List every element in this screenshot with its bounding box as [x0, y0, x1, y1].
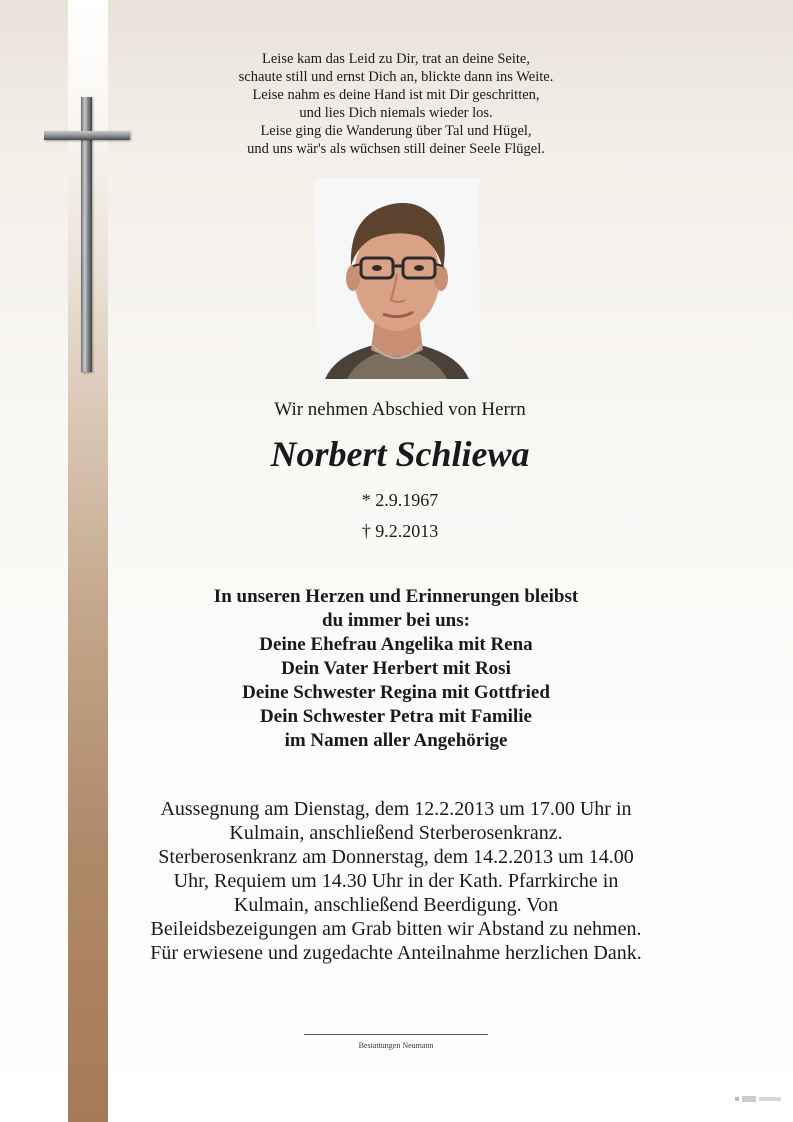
- signature-line: [304, 1034, 488, 1035]
- deceased-name: Norbert Schliewa: [270, 434, 530, 474]
- portrait-illustration: [315, 178, 479, 379]
- poem-line: Leise ging die Wanderung über Tal und Hügel,: [260, 123, 532, 139]
- watermark-logo: [735, 1095, 785, 1103]
- mourners-line: du immer bei uns:: [322, 610, 470, 631]
- poem-line: Leise kam das Leid zu Dir, trat an deine Seite,: [262, 51, 530, 67]
- undertaker-name: Bestattungen Neumann: [358, 1041, 434, 1050]
- poem-line: Leise nahm es deine Hand ist mit Dir geschritten,: [252, 87, 540, 103]
- poem-line: und uns wär's als wüchsen still deiner Seele Flügel.: [247, 141, 545, 157]
- poem-line: schaute still und ernst Dich an, blickte dann ins Weite.: [238, 69, 554, 85]
- mourners-line: Deine Ehefrau Angelika mit Rena: [259, 634, 533, 655]
- service-line: Aussegnung am Dienstag, dem 12.2.2013 um 17.00 Uhr in: [160, 798, 632, 820]
- service-line: Für erwiesene und zugedachte Anteilnahme herzlichen Dank.: [150, 942, 642, 964]
- farewell-intro: Wir nehmen Abschied von Herrn: [274, 399, 526, 420]
- birth-date: * 2.9.1967: [361, 490, 439, 510]
- mourners-list: [120, 585, 672, 753]
- service-line: Beileidsbezeigungen am Grab bitten wir Abstand zu nehmen.: [150, 918, 642, 940]
- mourners-line: Dein Vater Herbert mit Rosi: [281, 658, 511, 679]
- service-details: [112, 797, 680, 965]
- mourners-line: Dein Schwester Petra mit Familie: [260, 706, 532, 727]
- poem-line: und lies Dich niemals wieder los.: [299, 105, 493, 121]
- service-line: Sterberosenkranz am Donnerstag, dem 14.2.2013 um 14.00: [158, 846, 634, 868]
- cross-icon: [44, 97, 130, 372]
- service-line: Kulmain, anschließend Beerdigung. Von: [233, 894, 559, 916]
- mourners-line: im Namen aller Angehörige: [284, 730, 508, 751]
- service-line: Uhr, Requiem um 14.30 Uhr in der Kath. Pfarrkirche in: [173, 870, 619, 892]
- death-date: † 9.2.2013: [361, 521, 439, 541]
- mourners-line: In unseren Herzen und Erinnerungen bleibst: [213, 586, 579, 607]
- poem: [196, 50, 596, 158]
- cross-horizontal-beam: [44, 131, 130, 140]
- portrait-photo: [315, 178, 479, 379]
- service-line: Kulmain, anschließend Sterberosenkranz.: [229, 822, 563, 844]
- mourners-line: Deine Schwester Regina mit Gottfried: [242, 682, 550, 703]
